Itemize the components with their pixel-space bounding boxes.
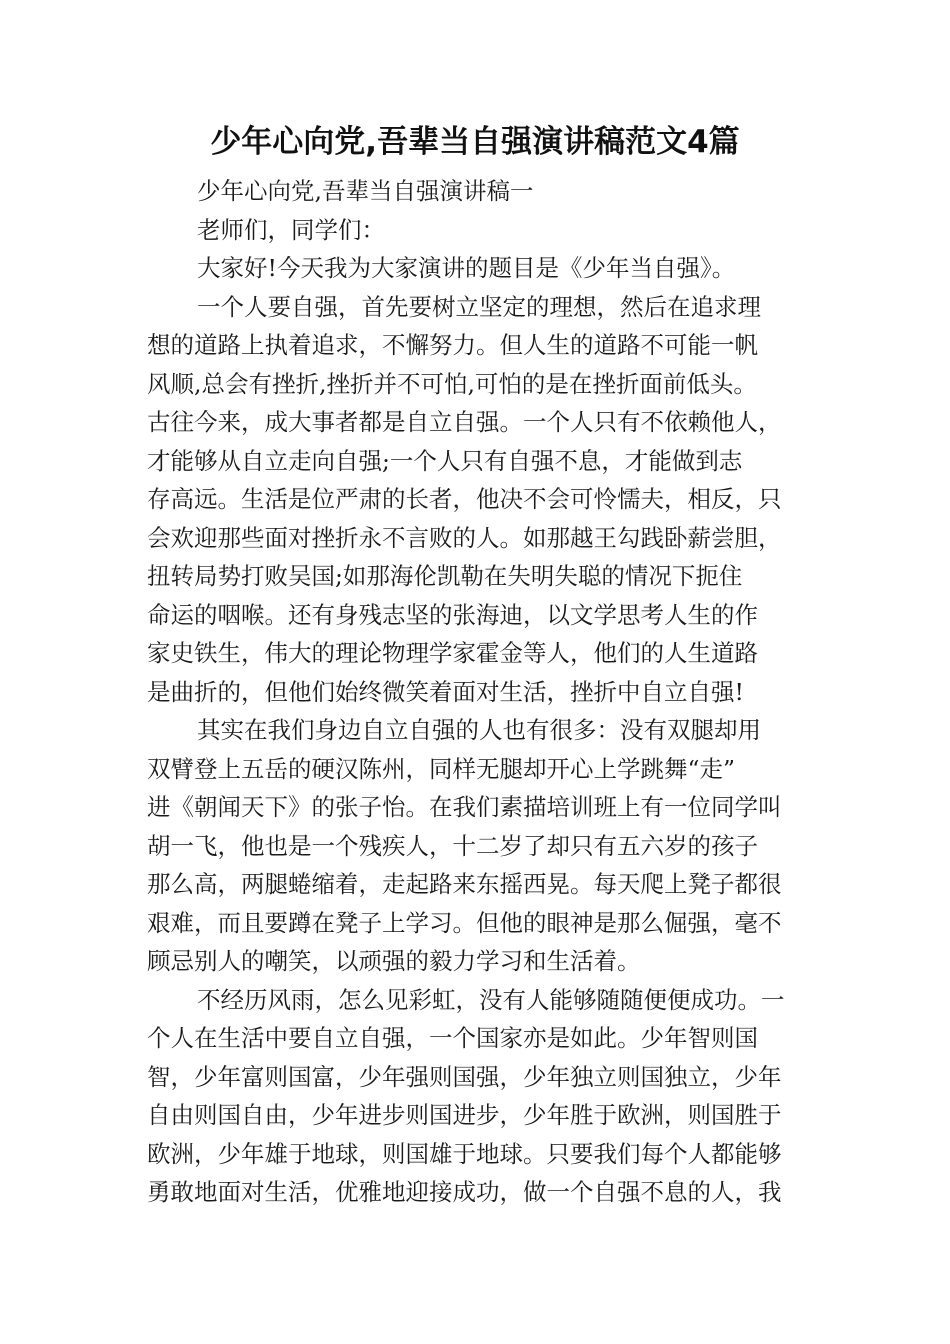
paragraph-line: 不经历风雨，怎么见彩虹，没有人能够随随便便成功。一 (197, 985, 785, 1014)
paragraph-line: 双臂登上五岳的硬汉陈州，同样无腿却开心上学跳舞“走” (147, 754, 736, 783)
paragraph-line: 自由则国自由，少年进步则国进步，少年胜于欧洲，则国胜于 (147, 1101, 782, 1129)
paragraph-line: 顾忌别人的嘲笑，以顽强的毅力学习和生活着。 (147, 947, 641, 975)
paragraph-line: 胡一飞，他也是一个残疾人，十二岁了却只有五六岁的孩子 (147, 831, 758, 860)
paragraph-line: 扭转局势打败吴国;如那海伦凯勒在失明失聪的情况下扼住 (147, 562, 743, 590)
paragraph-line: 才能够从自立走向自强;一个人只有自强不息，才能做到志 (147, 446, 743, 475)
paragraph-line: 命运的咽喉。还有身残志坚的张海迪，以文学思考人生的作 (147, 600, 758, 629)
paragraph-line: 一个人要自强，首先要树立坚定的理想，然后在追求理 (197, 292, 761, 321)
paragraph-line: 是曲折的，但他们始终微笑着面对生活，挫折中自立自强! (147, 677, 744, 706)
paragraph-line: 进《朝闻天下》的张子怡。在我们素描培训班上有一位同学叫 (147, 793, 782, 821)
document-body (147, 172, 815, 1212)
paragraph-line: 那么高，两腿蜷缩着，走起路来东摇西晃。每天爬上凳子都很 (147, 870, 782, 898)
paragraph-line: 想的道路上执着追求，不懈努力。但人生的道路不可能一帆 (147, 331, 758, 359)
paragraph-line: 其实在我们身边自立自强的人也有很多：没有双腿却用 (197, 716, 761, 744)
paragraph-line: 勇敢地面对生活，优雅地迎接成功，做一个自强不息的人，我 (147, 1178, 782, 1206)
paragraph-line: 风顺,总会有挫折,挫折并不可怕,可怕的是在挫折面前低头。 (147, 369, 757, 398)
paragraph-line: 家史铁生，伟大的理论物理学家霍金等人，他们的人生道路 (147, 639, 758, 667)
paragraph-line: 会欢迎那些面对挫折永不言败的人。如那越王勾践卧薪尝胆， (147, 523, 782, 552)
document-title: 少年心向党,吾辈当自强演讲稿范文4篇 (210, 124, 740, 160)
speech-subtitle: 少年心向党,吾辈当自强演讲稿一 (197, 177, 534, 205)
paragraph-line: 欧洲，少年雄于地球，则国雄于地球。只要我们每个人都能够 (147, 1139, 782, 1168)
greeting-line: 大家好!今天我为大家演讲的题目是《少年当自强》。 (197, 254, 736, 282)
paragraph-line: 智，少年富则国富，少年强则国强，少年独立则国独立，少年 (147, 1062, 782, 1091)
paragraph-line: 古往今来，成大事者都是自立自强。一个人只有不依赖他人， (147, 408, 782, 436)
salutation: 老师们，同学们： (197, 215, 385, 244)
paragraph-line: 艰难，而且要蹲在凳子上学习。但他的眼神是那么倔强，毫不 (147, 908, 782, 937)
paragraph-line: 个人在生活中要自立自强，一个国家亦是如此。少年智则国 (147, 1024, 758, 1052)
paragraph-line: 存高远。生活是位严肃的长者，他决不会可怜懦夫，相反，只 (147, 485, 782, 513)
